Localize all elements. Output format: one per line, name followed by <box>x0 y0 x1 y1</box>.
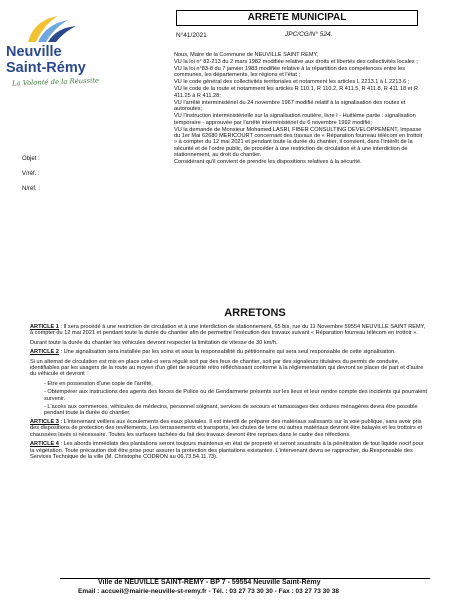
preamble-line: VU l'instruction interministérielle sur la signalisation routière, livre I - Huitième partie : signalisation temporaire - approuvée par l'arrêté interministériel du 6 novembre 1992 modifié; <box>174 113 416 126</box>
arrete-number: N°41/2021 <box>176 32 207 39</box>
reference: JPC/CG/N° 524. <box>285 31 333 38</box>
bullet-item: - Etre en possession d'une copie de l'arrêté, <box>44 381 428 387</box>
preamble-line: VU le code général des collectivités territoriales et notamment les articles L 2213.1 à L 2213.6 ; <box>174 79 410 86</box>
article-4 <box>30 441 428 460</box>
field-objet: Objet : <box>22 156 40 162</box>
article-label: ARTICLE 2 <box>30 349 59 356</box>
article-3 <box>30 419 428 438</box>
logo-town-name-2: Saint-Rémy <box>6 60 86 76</box>
preamble-line: VU la demande de Monsieur Mohamed LASRI, FIBER CONSULTING DEVELOPPEMENT, Impasse du 1er Mai 62680 MERICOURT concernant des travaux de « Réparation fourreau télécom en trottoir » à compter du 12 mai 2021 et pendant toute la durée du chantier, il convient, dans l'intérêt de la sécurité et de l'ordre public, de procéder à une restriction de circulation et à une interdiction de stationnement, au droit du chantier. <box>174 126 423 159</box>
preamble-line: VU l'arrêté interministériel du 24 novembre 1967 modifié relatif à la signalisation des routes et autoroutes; <box>174 99 406 113</box>
logo-town-name-1: Neuville <box>6 44 62 60</box>
field-vref: V/réf. : <box>22 171 40 177</box>
article-text: : Il sera procédé à une restriction de circulation et à une interdiction de stationnement, 65 bis, rue du 11 Novembre 59554 NEUVILLE SAINT REMY, à compter du 12 mai 2021 et pendant toute la durée du chantier afin de permettre l'exécution des travaux suivant « Réparation fourreau télécom en trottoir ». <box>30 324 426 337</box>
article-text: : Une signalisation sera installée par les soins et sous la responsabilité du pétitionnaire qui sera seul responsable de cette signalisation. <box>58 349 396 356</box>
article-1-speed: Durant toute la durée du chantier les véhicules devront respecter la limitation de vitesse de 30 km/h. <box>30 339 278 346</box>
logo-slogan: La Volonté de la Réussite <box>11 76 100 88</box>
article-text: : L'intervenant veillera aux écoulements des eaux pluviales. Il est interdit de préparer des matériaux salissants sur la voie publique, sans avoir pris des dispositions de protection des revêtements. Les terrassements et transports, les chutes de terre ou autres matériaux devront être balayés et les trottoirs et chaussées lavés si nécessaire. Toutes les surfaces tachées du fait des travaux devront être reprises dans le cadre des réfections. <box>30 418 423 438</box>
article-2-alternat: Si un alternat de circulation est mis en place celui-ci sera régulé soit par des feux de chantier, soit par des signaleurs titulaires du permis de conduire, identifiables par les usagers de la route au moyen d'un gilet de sécurité rétro réfléchissant conforme à la réglementation qui devront se placer de part et d'autre du véhicule et devront : <box>30 358 424 378</box>
preamble <box>174 52 424 166</box>
bullet-item: - L'accès aux commerces, véhicules de médecins, personnel soignant, services de secours et ramassages des ordures ménagères devra être possible pendant toute la durée du chantier. <box>44 404 428 417</box>
preamble-line: Considérant qu'il convient de prendre les dispositions relatives à la sécurité. <box>174 159 362 166</box>
bullet-item: - Obtempérer aux instructions des agents des forces de Police ou de Gendarmerie présents sur les lieux et leur rendre compte des incidents qui pourraient survenir. <box>44 389 428 402</box>
logo-emblem <box>6 14 86 46</box>
articles <box>30 324 428 463</box>
article-2 <box>30 349 428 355</box>
field-nref: N/réf. : <box>22 186 41 192</box>
article-label: ARTICLE 1 <box>30 324 59 330</box>
footer-contact: Email : accueil@mairie-neuville-st-remy.fr - Tél. : 03 27 73 30 30 - Fax : 03 27 73 30 38 <box>78 588 339 595</box>
preamble-line: VU le code de la route et notamment les articles R 110.1, R 110.2, R 411.5, R 411.8, R 411.18 et R 411.25 à R 411.28; <box>174 86 418 99</box>
footer-address: Ville de NEUVILLE SAINT-REMY - BP 7 - 59554 Neuville Saint-Rémy <box>98 579 321 586</box>
article-label: ARTICLE 4 <box>30 441 59 448</box>
town-logo <box>6 14 100 88</box>
article-text: : Les abords immédiats des plantations seront toujours maintenus en état de propreté et seront soustraits à la pénétration de tout liquide nocif pour la végétation. Toute précaution doit être prise pour assurer la protection des plantations existantes. L'intervenant devra se rapprocher, du Responsable des Services Technique de la ville (M. Christophe CODRON au 06.73.54.11.73). <box>30 441 424 460</box>
preamble-line: VU la loi n°83-8 du 7 janvier 1983 modifiée relative à la répartition des compétences entre les communes, les départements, les régions et l'état ; <box>174 66 406 79</box>
arretons-heading: ARRETONS <box>224 307 286 319</box>
preamble-line: Nous, Maire de la Commune de NEUVILLE SAINT REMY, <box>174 52 319 58</box>
article-1 <box>30 324 428 337</box>
preamble-line: VU la loi n° 82-213 du 2 mars 1982 modifiée relative aux droits et libertés des collectivités locales ; <box>174 59 418 65</box>
document-title: ARRETE MUNICIPAL <box>176 10 418 26</box>
article-label: ARTICLE 3 <box>30 418 59 425</box>
